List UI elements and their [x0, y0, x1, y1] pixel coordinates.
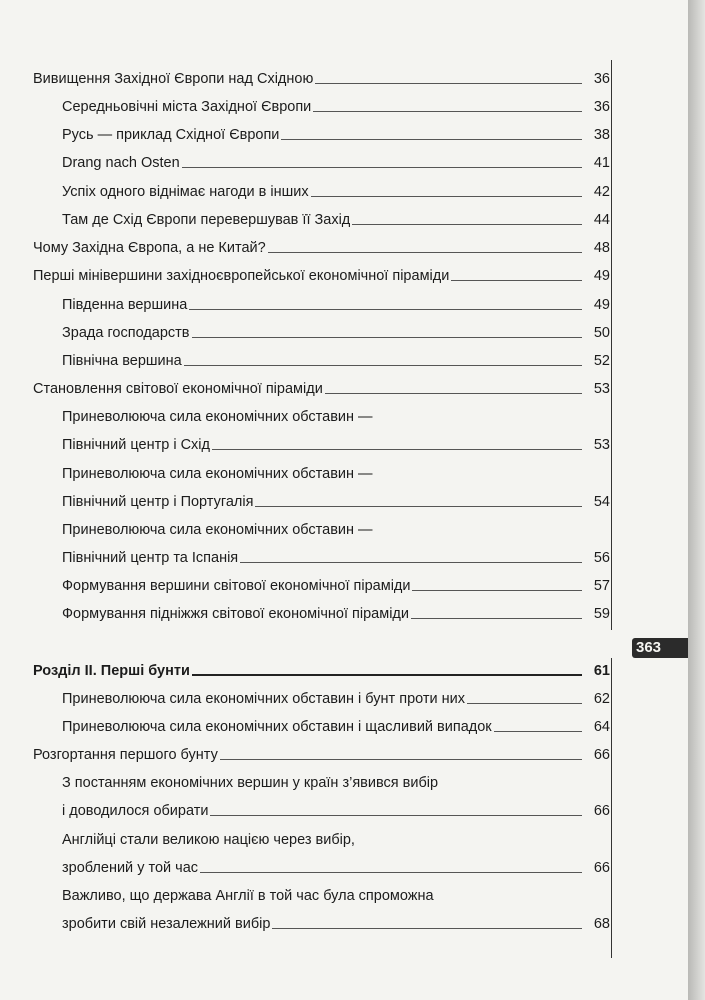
- toc-entry: [62, 90, 610, 116]
- toc-entry-title: Приневолююча сила економічних обставин і бунт проти них: [62, 691, 466, 707]
- toc-entry: [62, 513, 610, 539]
- toc-section-heading: [33, 654, 610, 680]
- toc-page-number: 49: [593, 297, 610, 313]
- toc-entry: [62, 118, 610, 144]
- toc-entry: [62, 766, 610, 792]
- toc-leader: [412, 589, 582, 591]
- toc-entry-title: Північний центр і Схід: [62, 437, 210, 453]
- toc-entry: [62, 879, 610, 905]
- toc-page-number: 66: [593, 747, 610, 763]
- toc-entry-title: Вивищення Західної Європи над Східною: [33, 71, 314, 87]
- toc-page-number: 50: [593, 325, 610, 341]
- toc-page-number: 44: [593, 212, 610, 228]
- toc-entry-title: Русь — приклад Східної Європи: [62, 127, 280, 143]
- section-rule-top: [611, 60, 612, 630]
- page-number-tab: 363: [632, 638, 688, 658]
- toc-page-number: 66: [593, 860, 610, 876]
- toc-leader: [255, 505, 582, 507]
- toc-entry-title: Приневолююча сила економічних обставин —: [62, 409, 373, 425]
- toc-entry-title: і доводилося обирати: [62, 803, 209, 819]
- toc-entry-title: Становлення світової економічної піраміди: [33, 381, 323, 397]
- toc-entry: [62, 203, 610, 229]
- toc-entry-title: Розгортання першого бунту: [33, 747, 218, 763]
- toc-page-number: 41: [593, 155, 610, 171]
- toc-leader: [311, 195, 582, 197]
- toc-entry-title: Drang nach Osten: [62, 155, 180, 171]
- toc-entry: [62, 175, 610, 201]
- toc-entry-title: Формування вершини світової економічної піраміди: [62, 578, 411, 594]
- toc-page-number: 54: [593, 494, 610, 510]
- toc-entry-title: Успіх одного віднімає нагоди в інших: [62, 184, 309, 200]
- toc-leader: [182, 166, 582, 168]
- toc-entry: [62, 146, 610, 172]
- toc-entry-title: Чому Західна Європа, а не Китай?: [33, 240, 266, 256]
- toc-entry-title: Там де Схід Європи перевершував її Захід: [62, 212, 351, 228]
- toc-leader: [220, 758, 582, 760]
- toc-entry-title: Важливо, що держава Англії в той час була спроможна: [62, 888, 434, 904]
- section-rule-bottom: [611, 658, 612, 958]
- toc-leader: [313, 110, 582, 112]
- toc-entry-title: Середньовічні міста Західної Європи: [62, 99, 312, 115]
- toc-page-number: 42: [593, 184, 610, 200]
- toc-entry-title: Перші мінівершини західноєвропейської економічної піраміди: [33, 268, 450, 284]
- toc-entry-title: Північний центр та Іспанія: [62, 550, 239, 566]
- toc-entry: [33, 62, 610, 88]
- toc-page-number: 36: [593, 99, 610, 115]
- toc-entry-title: Зрада господарств: [62, 325, 190, 341]
- toc-page-number: 66: [593, 803, 610, 819]
- toc-entry-title: Південна вершина: [62, 297, 188, 313]
- toc-entry-title: Приневолююча сила економічних обставин —: [62, 466, 373, 482]
- toc-page-number: 62: [593, 691, 610, 707]
- toc-entry: [62, 316, 610, 342]
- toc-leader: [192, 336, 582, 338]
- toc-entry: [33, 738, 610, 764]
- toc-entry-title: Північна вершина: [62, 353, 182, 369]
- toc-entry: [62, 682, 610, 708]
- toc-entry: [62, 485, 610, 511]
- toc-leader: [212, 448, 582, 450]
- toc-entry-title: Формування підніжжя світової економічної піраміди: [62, 606, 409, 622]
- toc-entry: [62, 823, 610, 849]
- toc-entry: [62, 794, 610, 820]
- toc-entry-title: Приневолююча сила економічних обставин і щасливий випадок: [62, 719, 492, 735]
- toc-leader: [325, 392, 582, 394]
- toc-page-number: 64: [593, 719, 610, 735]
- toc-page-number: 68: [593, 916, 610, 932]
- toc-entry: [33, 259, 610, 285]
- toc-leader: [272, 927, 582, 929]
- toc-leader: [268, 251, 582, 253]
- toc-leader: [210, 814, 582, 816]
- toc-entry: [62, 710, 610, 736]
- toc-leader: [240, 561, 582, 563]
- toc-page-number: 56: [593, 550, 610, 566]
- toc-leader: [189, 308, 582, 310]
- toc-entry: [62, 569, 610, 595]
- toc-page-number: 57: [593, 578, 610, 594]
- toc-entry-title: зробити свій незалежний вибір: [62, 916, 271, 932]
- toc-entry: [33, 372, 610, 398]
- toc-leader: [315, 82, 582, 84]
- toc-entry: [33, 231, 610, 257]
- toc-leader: [451, 279, 582, 281]
- toc-entry-title: зроблений у той час: [62, 860, 199, 876]
- toc-entry: [62, 851, 610, 877]
- toc-entry-title: Розділ II. Перші бунти: [33, 663, 190, 679]
- toc-entry: [62, 288, 610, 314]
- toc-leader: [184, 364, 582, 366]
- toc-leader: [200, 871, 582, 873]
- toc-entry: [62, 344, 610, 370]
- toc-entry-title: Приневолююча сила економічних обставин —: [62, 522, 373, 538]
- toc-page-number: 52: [593, 353, 610, 369]
- toc-entry: [62, 428, 610, 454]
- toc-entry-title: Англійці стали великою нацією через вибір,: [62, 832, 355, 848]
- toc-entry-title: Північний центр і Португалія: [62, 494, 254, 510]
- toc-page-number: 36: [593, 71, 610, 87]
- toc-page-number: 38: [593, 127, 610, 143]
- toc-leader: [352, 223, 582, 225]
- toc-page-number: 48: [593, 240, 610, 256]
- toc-entry: [62, 541, 610, 567]
- toc-page-number: 53: [593, 381, 610, 397]
- toc-page-number: 61: [593, 663, 610, 679]
- page-edge: [688, 0, 705, 1000]
- toc-leader: [281, 138, 582, 140]
- toc-leader: [192, 673, 582, 676]
- toc-leader: [467, 702, 582, 704]
- toc-page-number: 59: [593, 606, 610, 622]
- toc-leader: [411, 617, 582, 619]
- toc-entry: [62, 907, 610, 933]
- toc-entry-title: З постанням економічних вершин у країн з’явився вибір: [62, 775, 439, 791]
- toc-page-number: 53: [593, 437, 610, 453]
- toc-entry: [62, 400, 610, 426]
- toc-entry: [62, 457, 610, 483]
- toc-page-number: 49: [593, 268, 610, 284]
- toc-leader: [494, 730, 582, 732]
- toc-entry: [62, 597, 610, 623]
